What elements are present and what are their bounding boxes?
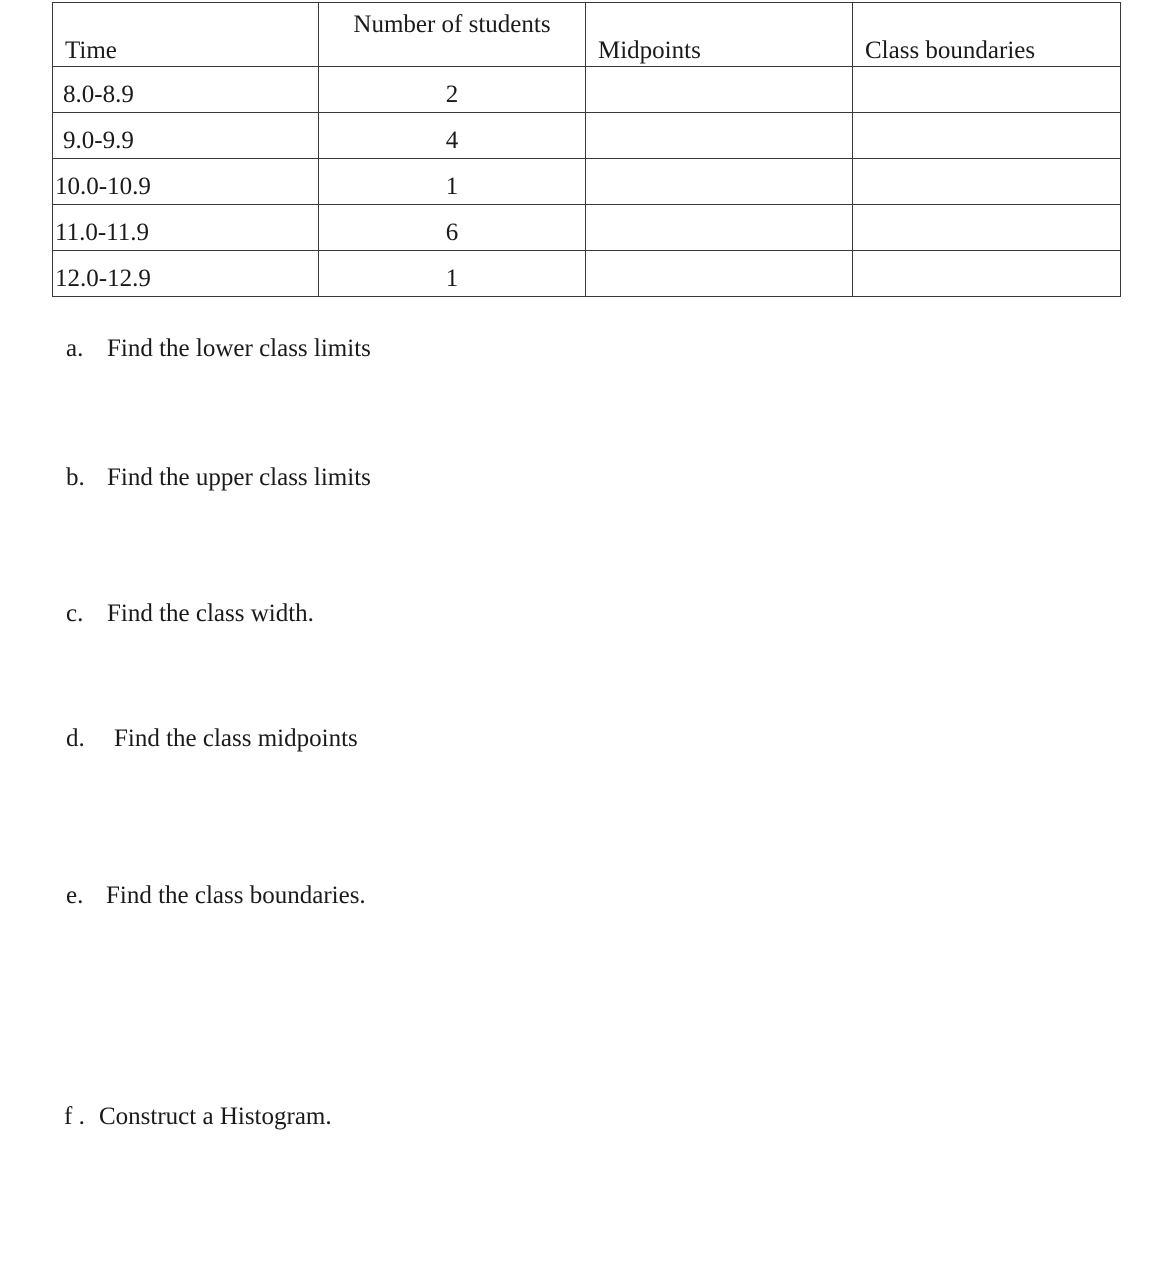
midpoint-cell xyxy=(586,159,853,205)
midpoint-cell xyxy=(586,113,853,159)
question-text: Find the class boundaries. xyxy=(106,882,366,909)
table-row xyxy=(53,159,1121,205)
header-time-cell xyxy=(53,3,319,67)
question-c xyxy=(66,600,314,628)
header-students: Number of students xyxy=(353,11,551,38)
students-cell: 6 xyxy=(319,205,586,251)
table-row xyxy=(53,67,1121,113)
table-row xyxy=(53,251,1121,297)
question-e xyxy=(66,882,366,910)
midpoint-cell xyxy=(586,67,853,113)
midpoint-cell xyxy=(586,205,853,251)
question-text: Find the class width. xyxy=(107,600,314,627)
question-letter: b. xyxy=(66,464,85,491)
boundary-cell xyxy=(853,67,1121,113)
question-a xyxy=(66,335,371,363)
time-cell: 12.0-12.9 xyxy=(53,251,319,297)
header-boundaries-cell xyxy=(853,3,1121,67)
question-f xyxy=(64,1103,332,1131)
students-cell: 2 xyxy=(319,67,586,113)
question-letter: c. xyxy=(66,600,84,627)
question-text: Find the upper class limits xyxy=(107,464,371,491)
frequency-table xyxy=(52,2,1121,297)
table-row xyxy=(53,113,1121,159)
time-cell: 9.0-9.9 xyxy=(53,113,319,159)
header-students-cell xyxy=(319,3,586,67)
table-header-row xyxy=(53,3,1121,67)
students-cell: 1 xyxy=(319,159,586,205)
header-midpoints-cell xyxy=(586,3,853,67)
question-letter: f . xyxy=(64,1103,85,1130)
question-text: Construct a Histogram. xyxy=(99,1103,332,1130)
boundary-cell xyxy=(853,205,1121,251)
boundary-cell xyxy=(853,113,1121,159)
question-text: Find the lower class limits xyxy=(107,335,371,362)
boundary-cell xyxy=(853,251,1121,297)
question-text: Find the class midpoints xyxy=(114,725,358,752)
question-letter: e. xyxy=(66,882,84,909)
question-b xyxy=(66,464,371,492)
time-cell: 10.0-10.9 xyxy=(53,159,319,205)
header-boundaries: Class boundaries xyxy=(865,37,1036,64)
midpoint-cell xyxy=(586,251,853,297)
students-cell: 1 xyxy=(319,251,586,297)
header-midpoints: Midpoints xyxy=(598,37,701,64)
time-cell: 11.0-11.9 xyxy=(53,205,319,251)
time-cell: 8.0-8.9 xyxy=(53,67,319,113)
question-d xyxy=(66,725,358,753)
question-letter: d. xyxy=(66,725,85,752)
boundary-cell xyxy=(853,159,1121,205)
question-letter: a. xyxy=(66,335,84,362)
table-row xyxy=(53,205,1121,251)
header-time: Time xyxy=(65,37,117,64)
students-cell: 4 xyxy=(319,113,586,159)
